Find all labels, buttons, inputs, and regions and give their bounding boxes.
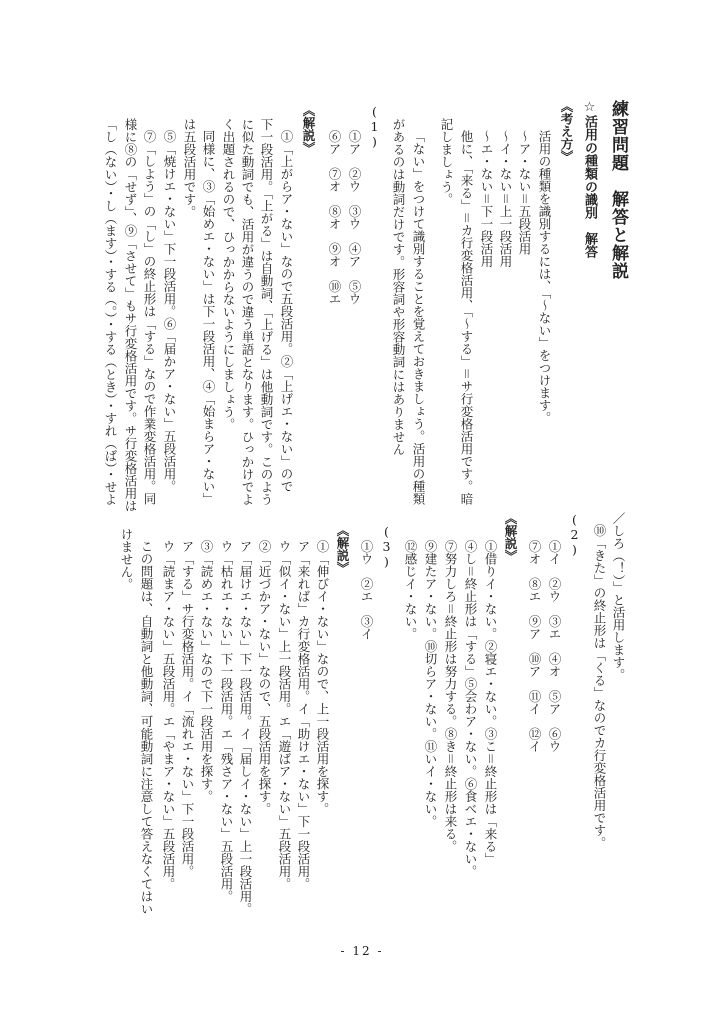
page-title: 練習問題 解答と解説 [608, 100, 628, 280]
text-line: ⑩「きた」の終止形は「くる」なのでカ行変格活用です。 [592, 524, 607, 849]
text-line: ⑦努力しろ＝終止形は努力する。⑧き＝終止形は来る。 [443, 540, 458, 853]
text-line: ①借りイ・ない。②寝エ・ない。③こ＝終止形は「来る」 [483, 540, 498, 865]
text-line: ウ「似イ・ない」上一段活用。エ「遊ばア・ない」五段活用。 [277, 540, 292, 890]
text-line: 記しましょう。 [439, 118, 454, 206]
question-label-3: (3) [379, 524, 394, 569]
text-line: 〜エ・ない＝下一段活用 [479, 130, 494, 268]
text-line: 〜イ・ない＝上一段活用 [498, 130, 513, 268]
kaisetsu-heading: 《解説》 [301, 104, 316, 154]
answer-row: ①ア ②ウ ③ウ ④ア ⑤ウ [347, 130, 362, 305]
page-number: - 12 - [340, 944, 384, 958]
page-subtitle: ☆活用の種類の識別 解答 [582, 100, 597, 258]
text-line: 同様に、③「始めエ・ない」は下一段活用、④「始まらア・ない」 [201, 130, 216, 505]
text-line: ③「読めエ・ない」なので下一段活用を探す。 [199, 540, 214, 803]
text-line: ①「上がらア・ない」なので五段活用。②「上げエ・ない」ので [279, 130, 294, 493]
text-line: ⑤「焼けエ・ない」下一段活用。⑥「届かア・ない」五段活用。 [162, 130, 177, 493]
answer-row: ⑥ア ⑦オ ⑧オ ⑨オ ⑩エ [327, 130, 342, 305]
answer-row: ⑦オ ⑧エ ⑨ア ⑩ア ⑪イ ⑫イ [527, 540, 542, 753]
text-line: ／しろ（！）」と活用します。 [611, 512, 626, 681]
text-line: ウ「読まア・ない」五段活用。エ「やまア・ない」五段活用。 [161, 540, 176, 890]
kangaekata-heading: 《考え方》 [559, 100, 574, 163]
text-line: 他に、「来る」＝カ行変格活用、「〜する」＝サ行変格活用です。暗 [459, 130, 474, 505]
answer-row: ①イ ②ウ ③エ ④オ ⑤ア ⑥ウ [547, 540, 562, 753]
text-line: があるのは動詞だけです。形容詞や形容動詞にはありません [391, 118, 406, 456]
text-line: けません。 [119, 528, 134, 591]
text-line: ⑨建たア・ない。⑩切らア・ない。⑪いイ・ない。 [423, 540, 438, 828]
question-label-1: (1) [367, 104, 382, 149]
text-line: ウ「枯れエ・ない」下一段活用。エ「残さア・ない」五段活用。 [219, 540, 234, 903]
text-line: 「し（ない）・し（ます）・する（。）・する（とき）・すれ（ば）・せよ [103, 118, 118, 506]
text-line: ア「来れば」カ行変格活用。イ「助けエ・ない」下一段活用。 [296, 540, 311, 890]
text-line: く出題されるので、ひっかからないようにしましょう。 [221, 118, 236, 431]
question-label-2: (2) [567, 512, 582, 557]
text-line: 〜ア・ない＝五段活用 [517, 130, 532, 255]
answer-row: ①ウ ②エ ③イ [359, 540, 374, 640]
kaisetsu-heading-2: 《解説》 [503, 512, 518, 562]
text-line: ④し＝終止形は「する」⑤会わア・ない。⑥食べエ・ない。 [463, 540, 478, 878]
text-line: 「ない」をつけて識別することを覚えておきましょう。活用の種類 [411, 130, 426, 505]
text-line: ⑫感じイ・ない。 [403, 540, 418, 640]
text-line: ①「伸びイ・ない」なので、上一段活用を探す。 [315, 540, 330, 815]
text-line: は五段活用です。 [182, 118, 197, 218]
text-line: ア「届けエ・ない」下一段活用。イ「届しイ・ない」上一段活用。 [238, 540, 253, 915]
text-line: ア「する」サ行変格活用。イ「流れエ・ない」下一段活用。 [180, 540, 195, 878]
text-line: 活用の種類を識別するには、「〜ない」をつけます。 [537, 130, 552, 424]
text-line: ⑦「しよう」の「し」の終止形は「する」なので作業変格活用。同 [142, 130, 157, 505]
text-line: に似た動詞でも、活用が違うので違う単語となります。ひっかけでよ [240, 118, 255, 506]
kaisetsu-heading-3: 《解説》 [335, 524, 350, 574]
text-line: 下一段活用。「上がる」は自動詞、「上げる」は他動詞です。このよう [259, 118, 274, 506]
text-line: この問題は、自動詞と他動詞、可能動詞に注意して答えなくてはい [139, 540, 154, 915]
text-line: ②「近づかア・ない」なので、五段活用を探す。 [257, 540, 272, 815]
text-line: 様に⑧の「せず」、⑨「させて」もサ行変格活用です。サ行変格活用は [123, 118, 138, 512]
